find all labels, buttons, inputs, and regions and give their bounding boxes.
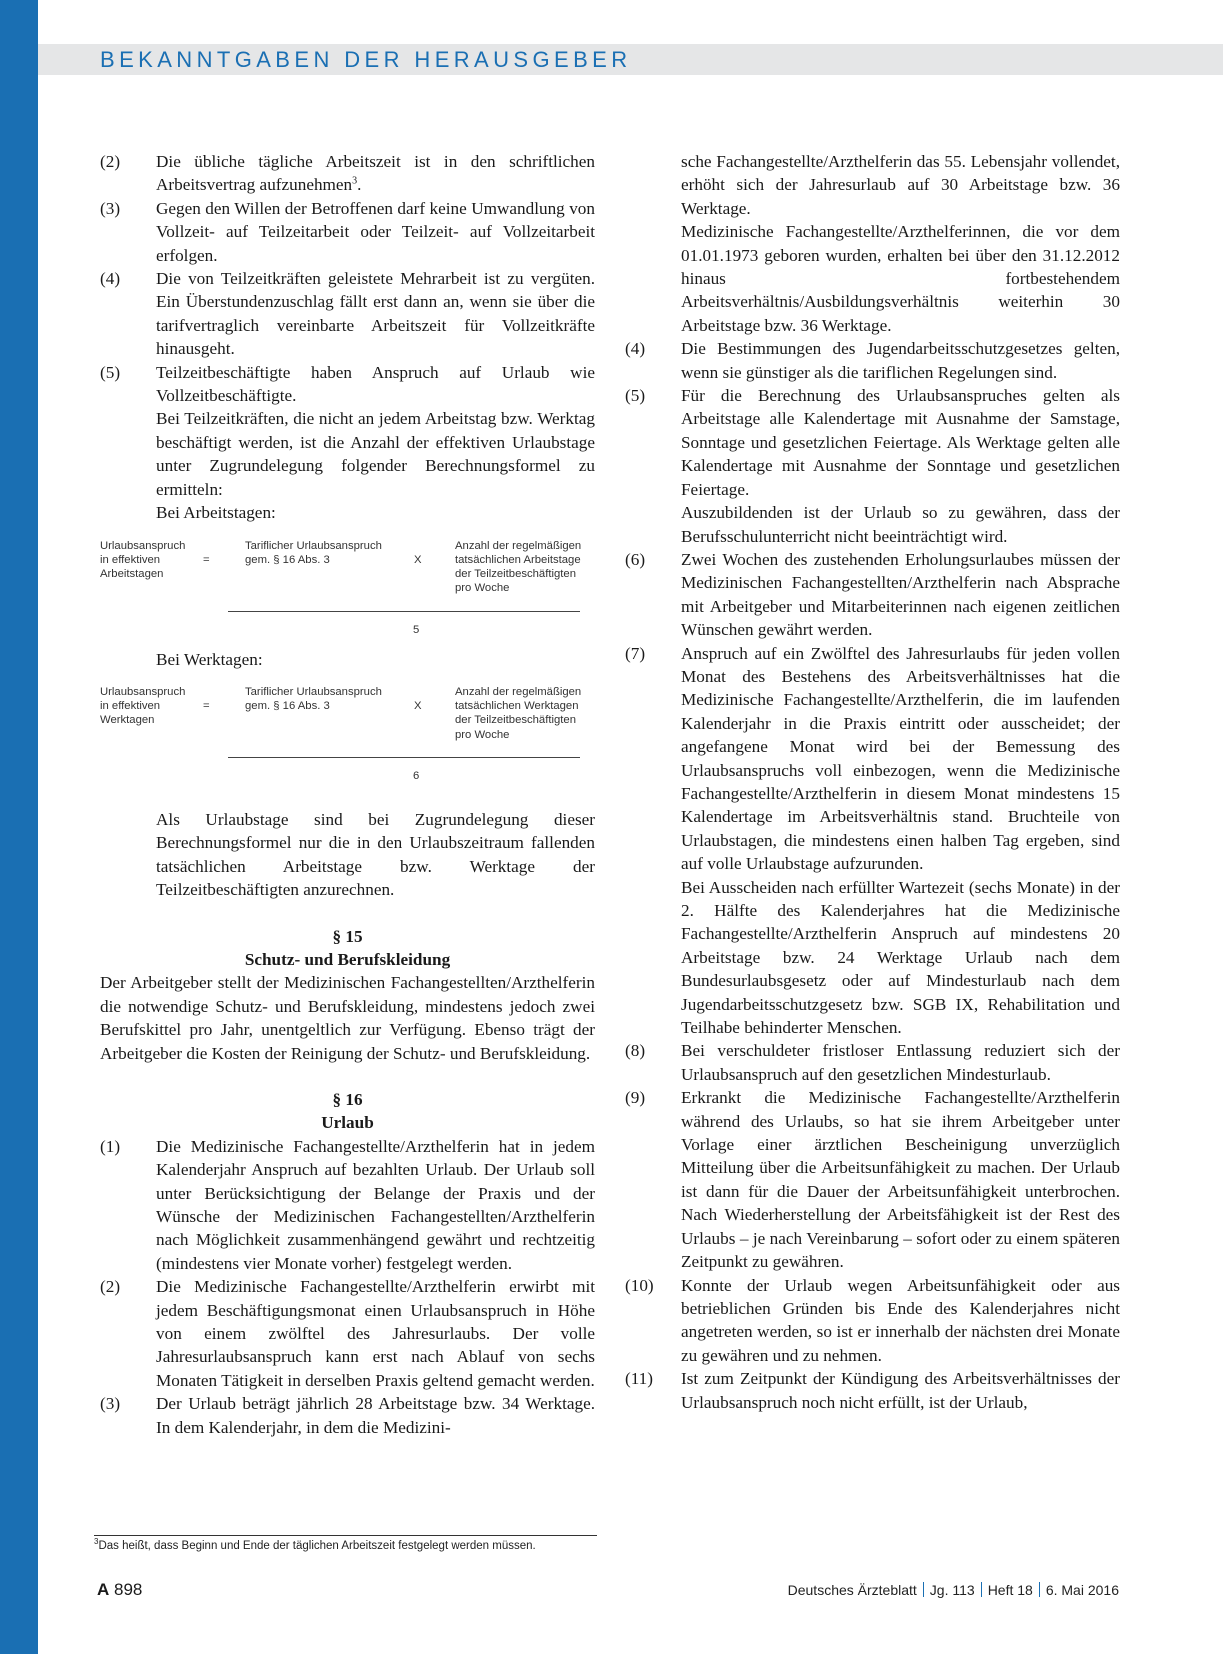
formula-denominator: 5 [413, 623, 420, 636]
section-16-number: § 16 [332, 1089, 363, 1109]
item-text: Anspruch auf ein Zwölftel des Jahresurlaubs für jeden vollen Monat des Bestehens des Arbeitsverhältnisses hat die Medizinische Fachangestellte/Arzthelferin, die im laufenden Kalenderjahr in die Praxis eintritt oder ausscheidet; der angefangene Monat wird bei der Bemessung des Urlaubsanspruchs voll einbezogen, wenn die Medizinische Fachangestellte/Arzthelferin in diesem Monat mindestens 15 Kalendertage im Arbeitsverhältnis stand. Bruchteile von Urlaubstagen, die mindestens einen halben Tag ergeben, sind auf volle Urlaubstage aufzurunden. [681, 643, 1120, 874]
item-number: (5) [625, 386, 646, 406]
page-number-value: 898 [114, 1580, 143, 1599]
item-number: (3) [100, 1394, 121, 1414]
paragraph-16-8 [625, 1039, 1120, 1086]
item-text: Der Urlaub beträgt jährlich 28 Arbeitstage bzw. 34 Werktage. In dem Kalenderjahr, in dem die Medizini- [156, 1394, 595, 1437]
item-text: Erkrankt die Medizinische Fachangestellte/Arzthelferin während des Urlaubs, so hat sie ihrem Arbeitgeber unter Vorlage einer ärztlichen Bescheinigung unverzüglich Mitteilung über die Arbeitsunfähigkeit zu machen. Der Urlaub ist dann für die Dauer der Arbeitsunfähigkeit unterbrochen. Nach Wiederherstellung der Arbeitsfähigkeit ist der Rest des Urlaubs – je nach Vereinbarung – sofort oder zu einem späteren Zeitpunkt zu gewähren. [681, 1088, 1120, 1272]
item-text: Zwei Wochen des zustehenden Erholungsurlaubes müssen der Medizinischen Fachangestellten/Arzthelferin nach Absprache mit Arbeitgeber und Mitarbeiterinnen nach eigenen zeitlichen Wünschen gewährt werden. [681, 549, 1120, 640]
paragraph-16-9 [625, 1086, 1120, 1273]
item-text: Konnte der Urlaub wegen Arbeitsunfähigkeit oder aus betrieblichen Gründen bis Ende des Kalenderjahres nicht angetreten werden, so ist er innerhalb der nächsten drei Monate zu gewähren und zu nehmen. [681, 1275, 1120, 1365]
formula-lhs: Urlaubsanspruch in effektiven Werktagen [100, 685, 186, 727]
page-number [97, 1580, 142, 1600]
item-text: Bei Arbeitstagen: [156, 503, 276, 523]
formula-arbeitstage [100, 539, 595, 644]
item-number: (2) [100, 152, 121, 171]
paragraph-16-10 [625, 1274, 1120, 1368]
fraction-line [228, 611, 580, 612]
item-text: Auszubildenden ist der Urlaub so zu gewähren, dass der Berufsschulunterricht nicht beeinträchtigt wird. [681, 503, 1120, 546]
paragraph-16-2 [100, 1275, 595, 1392]
paragraph-16-7 [625, 642, 1120, 1040]
footnote-text: Das heißt, dass Beginn und Ende der täglichen Arbeitszeit festgelegt werden müssen. [98, 1540, 536, 1552]
footnote-ref: 3 [352, 175, 358, 187]
formula-times: X [414, 553, 422, 566]
paragraph-16-1 [100, 1135, 595, 1275]
separator [923, 1582, 924, 1597]
page-prefix: A [97, 1580, 110, 1599]
paragraph-14-3 [100, 197, 595, 267]
left-accent-bar [0, 0, 38, 1654]
item-text: Bei verschuldeter fristloser Entlassung reduziert sich der Urlaubsanspruch auf den gesetzlichen Mindesturlaub. [681, 1041, 1120, 1084]
item-text: Als Urlaubstage sind bei Zugrundelegung dieser Berechnungsformel nur die in den Urlaubszeitraum fallenden tatsächlichen Arbeitstage bzw. Werktage der Teilzeitbeschäftigten anzurechnen. [156, 809, 595, 900]
item-number: (4) [625, 339, 646, 359]
item-text: Ist zum Zeitpunkt der Kündigung des Arbeitsverhältnisses der Urlaubsanspruch noch nicht erfüllt, ist der Urlaub, [681, 1369, 1120, 1412]
formula-numerator-a: Tariflicher Urlaubsanspruch gem. § 16 Abs. 3 [245, 539, 382, 566]
left-column [100, 150, 595, 1439]
formula-equals: = [203, 553, 210, 566]
item-number: (1) [100, 1136, 121, 1156]
section-16-title: Urlaub [321, 1113, 374, 1133]
journal-issue: Heft 18 [987, 1582, 1033, 1598]
item-text: Medizinische Fachangestellte/Arzthelferinnen, die vor dem 01.01.1973 geboren wurden, erhalten bei über den 31.12.2012 hinaus fortbestehendem Arbeitsverhältnis/Ausbildungsverhältnis weiterhin 30 Arbeitstage bzw. 36 Werktage. [681, 222, 1120, 335]
item-text: Bei Teilzeitkräften, die nicht an jedem Arbeitstag bzw. Werktag beschäftigt werden, ist die Anzahl der effektiven Urlaubstage unter Zugrundelegung folgender Berechnungsformel zu ermitteln: [156, 409, 595, 499]
paragraph-14-4 [100, 267, 595, 361]
section-15-text: Der Arbeitgeber stellt der Medizinischen Fachangestellten/Arzthelferin die notwendige Schutz- und Berufskleidung, mindestens jedoch zwei Berufskittel pro Jahr, unentgeltlich zur Verfügung. Ebenso trägt der Arbeitgeber die Kosten der Reinigung der Schutz- und Berufskleidung. [100, 973, 595, 1063]
paragraph-16-5 [625, 384, 1120, 548]
right-column [625, 150, 1120, 1414]
paragraph-14-5 [100, 361, 595, 525]
formula-times: X [414, 699, 422, 712]
formula-equals: = [203, 699, 210, 712]
footnote [94, 1537, 536, 1552]
item-text: Die übliche tägliche Arbeitszeit ist in den schriftlichen Arbeitsvertrag aufzunehmen [156, 152, 595, 195]
formula-werktage [100, 685, 595, 790]
formula-numerator-a: Tariflicher Urlaubsanspruch gem. § 16 Abs. 3 [245, 685, 382, 713]
item-number: (11) [625, 1369, 653, 1389]
formula-numerator-b: Anzahl der regelmäßigen tatsächlichen Werktagen der Teilzeitbeschäftigten pro Woche [455, 685, 582, 741]
journal-footer [788, 1582, 1119, 1598]
item-number: (3) [100, 198, 121, 218]
formula-numerator-b: Anzahl der regelmäßigen tatsächlichen Arbeitstage der Teilzeitbeschäftigten pro Woche [455, 539, 582, 595]
paragraph-16-4 [625, 337, 1120, 384]
fraction-line [228, 757, 580, 758]
item-number: (2) [100, 1277, 121, 1297]
journal-name: Deutsches Ärzteblatt [787, 1582, 917, 1598]
footnote-rule [94, 1535, 597, 1536]
item-number: (9) [625, 1088, 646, 1108]
item-text: Die von Teilzeitkräften geleistete Mehrarbeit ist zu vergüten. Ein Überstundenzuschlag fällt erst dann an, wenn sie über die tarifvertraglich vereinbarte Arbeitszeit für Vollzeitkräfte hinausgeht. [156, 269, 595, 359]
item-text: sche Fachangestellte/Arzthelferin das 55. Lebensjahr vollendet, erhöht sich der Jahresurlaub auf 30 Arbeitstage bzw. 36 Werktage. [681, 152, 1120, 218]
separator [981, 1582, 982, 1597]
item-text: Die Medizinische Fachangestellte/Arzthelferin hat in jedem Kalenderjahr Anspruch auf bezahlten Urlaub. Der Urlaub soll unter Berücksichtigung der Belange der Praxis und der Wünsche der Medizinischen Fachangestellten/Arzthelferin nach Möglichkeit zusammenhängend gewährt und rechtzeitig (mindestens vier Monate vorher) festgelegt werden. [156, 1136, 595, 1273]
paragraph-14-5-note [100, 808, 595, 902]
item-number: (6) [625, 549, 646, 569]
paragraph-14-5-werktage [100, 648, 595, 671]
section-15-title: Schutz- und Berufskleidung [244, 949, 451, 969]
paragraph-14-2 [100, 150, 595, 197]
paragraph-16-3 [100, 1392, 595, 1439]
separator [1039, 1582, 1040, 1597]
item-text: Bei Werktagen: [156, 649, 263, 669]
item-text: Für die Berechnung des Urlaubsanspruches gelten als Arbeitstage alle Kalendertage mit Ausnahme der Samstage, Sonntage und gesetzlichen Feiertage. Als Werktage gelten alle Kalendertage mit Ausnahme der Sonntage und gesetzlichen Feiertage. [681, 386, 1120, 499]
item-number: (4) [100, 269, 121, 289]
paragraph-16-3-continued [625, 150, 1120, 337]
formula-denominator: 6 [413, 769, 420, 782]
paragraph-16-11 [625, 1367, 1120, 1414]
journal-date: 6. Mai 2016 [1045, 1582, 1119, 1598]
formula-lhs: Urlaubsanspruch in effektiven Arbeitstagen [100, 539, 186, 580]
item-text: Gegen den Willen der Betroffenen darf keine Umwandlung von Vollzeit- auf Teilzeitarbeit oder Teilzeit- auf Vollzeitarbeit erfolgen. [156, 198, 595, 265]
item-number: (7) [625, 643, 646, 663]
item-text: Bei Ausscheiden nach erfüllter Wartezeit (sechs Monate) in der 2. Hälfte des Kalenderjahres hat die Medizinische Fachangestellte/Arzthelferin Anspruch auf mindestens 20 Arbeitstage bzw. 24 Werktage Urlaub nach dem Bundesurlaubsgesetz oder auf Mindesturlaub nach dem Jugendarbeitsschutzgesetz bzw. SGB IX, Rehabilitation und Teilhabe behinderter Menschen. [681, 877, 1120, 1038]
item-text: Teilzeitbeschäftigte haben Anspruch auf Urlaub wie Vollzeitbeschäftigte. [156, 362, 595, 406]
footnote-mark: 3 [94, 1537, 99, 1547]
paragraph-16-6 [625, 548, 1120, 642]
item-number: (10) [625, 1275, 654, 1295]
item-number: (8) [625, 1041, 646, 1061]
section-header: BEKANNTGABEN DER HERAUSGEBER [100, 47, 632, 72]
item-text-end: . [357, 175, 362, 195]
item-text: Die Medizinische Fachangestellte/Arzthelferin erwirbt mit jedem Beschäftigungsmonat einen Urlaubsanspruch in Höhe von einem zwölftel des Jahresurlaubs. Der volle Jahresurlaubsanspruch kann erst nach Ablauf von sechs Monaten Tätigkeit in derselben Praxis geltend gemacht werden. [156, 1277, 595, 1390]
section-15-number: § 15 [332, 926, 363, 946]
journal-volume: Jg. 113 [929, 1582, 975, 1598]
item-text: Die Bestimmungen des Jugendarbeitsschutzgesetzes gelten, wenn sie günstiger als die tariflichen Regelungen sind. [681, 339, 1120, 382]
item-number: (5) [100, 362, 121, 382]
